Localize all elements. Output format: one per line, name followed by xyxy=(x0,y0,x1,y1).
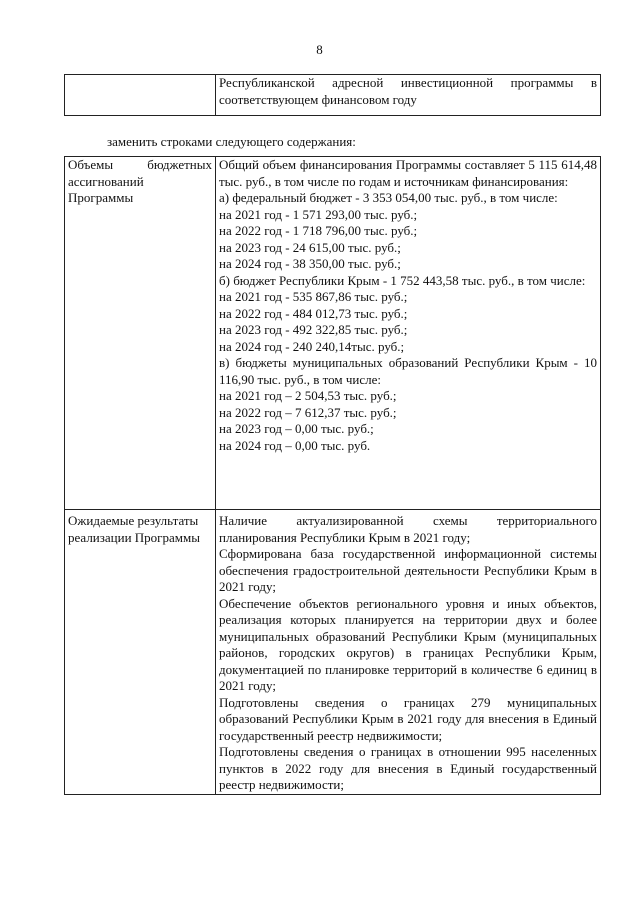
results-line: Наличие актуализированной схемы территориального планирования Республики Крым в 2021 году; xyxy=(219,513,597,545)
funding-line: Общий объем финансирования Программы составляет 5 115 614,48 тыс. руб., в том числе по годам и источникам финансирования: xyxy=(219,157,597,189)
results-content xyxy=(216,510,601,795)
results-line: Подготовлены сведения о границах 279 муниципальных образований Республики Крым в 2021 году для внесения в Единый государственный реестр недвижимости; xyxy=(219,694,597,743)
previous-row-text: Республиканской адресной инвестиционной программы в соответствующем финансовом году xyxy=(216,75,601,116)
page-number: 8 xyxy=(316,42,323,57)
funding-line: на 2022 год – 7 612,37 тыс. руб.; xyxy=(219,404,397,420)
results-line: Подготовлены сведения о границах в отношении 995 населенных пунктов в 2022 году для внесения в Единый государственный реестр недвижимости; xyxy=(219,744,597,792)
funding-line: на 2023 год - 492 322,85 тыс. руб.; xyxy=(219,322,408,337)
funding-line: на 2022 год - 1 718 796,00 тыс. руб.; xyxy=(219,223,418,238)
funding-line: на 2022 год - 484 012,73 тыс. руб.; xyxy=(219,305,408,321)
results-line: Обеспечение объектов регионального уровня и иных объектов, реализация которых планируется на территории двух и более муниципальных образований Республики Крым (муниципальных районов, городских округов) в границах Республики Крым, документацией по планировке территорий в количестве 6 единиц в 2021 году; xyxy=(219,595,597,693)
results-line: Сформирована база государственной информационной системы обеспечения градостроительной деятельности Республики Крым в 2021 году; xyxy=(219,546,597,594)
funding-line: на 2021 год - 1 571 293,00 тыс. руб.; xyxy=(219,206,418,222)
results-label: Ожидаемые результаты реализации Программы xyxy=(65,510,216,795)
funding-content xyxy=(216,157,601,510)
funding-line: на 2023 год – 0,00 тыс. руб.; xyxy=(219,421,374,436)
program-passport-table xyxy=(64,156,601,795)
funding-line: а) федеральный бюджет - 3 353 054,00 тыс. руб., в том числе: xyxy=(219,190,558,205)
funding-line: на 2023 год - 24 615,00 тыс. руб.; xyxy=(219,239,401,255)
funding-line: в) бюджеты муниципальных образований Республики Крым - 10 116,90 тыс. руб., в том числе: xyxy=(219,355,597,387)
funding-line: на 2021 год - 535 867,86 тыс. руб.; xyxy=(219,289,408,304)
table-row xyxy=(65,75,601,116)
funding-line: б) бюджет Республики Крым - 1 752 443,58 тыс. руб., в том числе: xyxy=(219,272,586,288)
table-row-funding xyxy=(65,157,601,510)
funding-line: на 2024 год – 0,00 тыс. руб. xyxy=(219,437,371,453)
funding-line: на 2024 год - 240 240,14тыс. руб.; xyxy=(219,338,405,354)
previous-table-fragment xyxy=(64,74,601,116)
replacement-intro-text: заменить строками следующего содержания: xyxy=(107,134,356,149)
table-row-results xyxy=(65,510,601,795)
funding-line: на 2021 год – 2 504,53 тыс. руб.; xyxy=(219,388,397,403)
funding-label: Объемы бюджетных ассигнований Программы xyxy=(65,157,216,510)
funding-line: на 2024 год - 38 350,00 тыс. руб.; xyxy=(219,256,401,271)
empty-label-cell xyxy=(65,75,216,116)
